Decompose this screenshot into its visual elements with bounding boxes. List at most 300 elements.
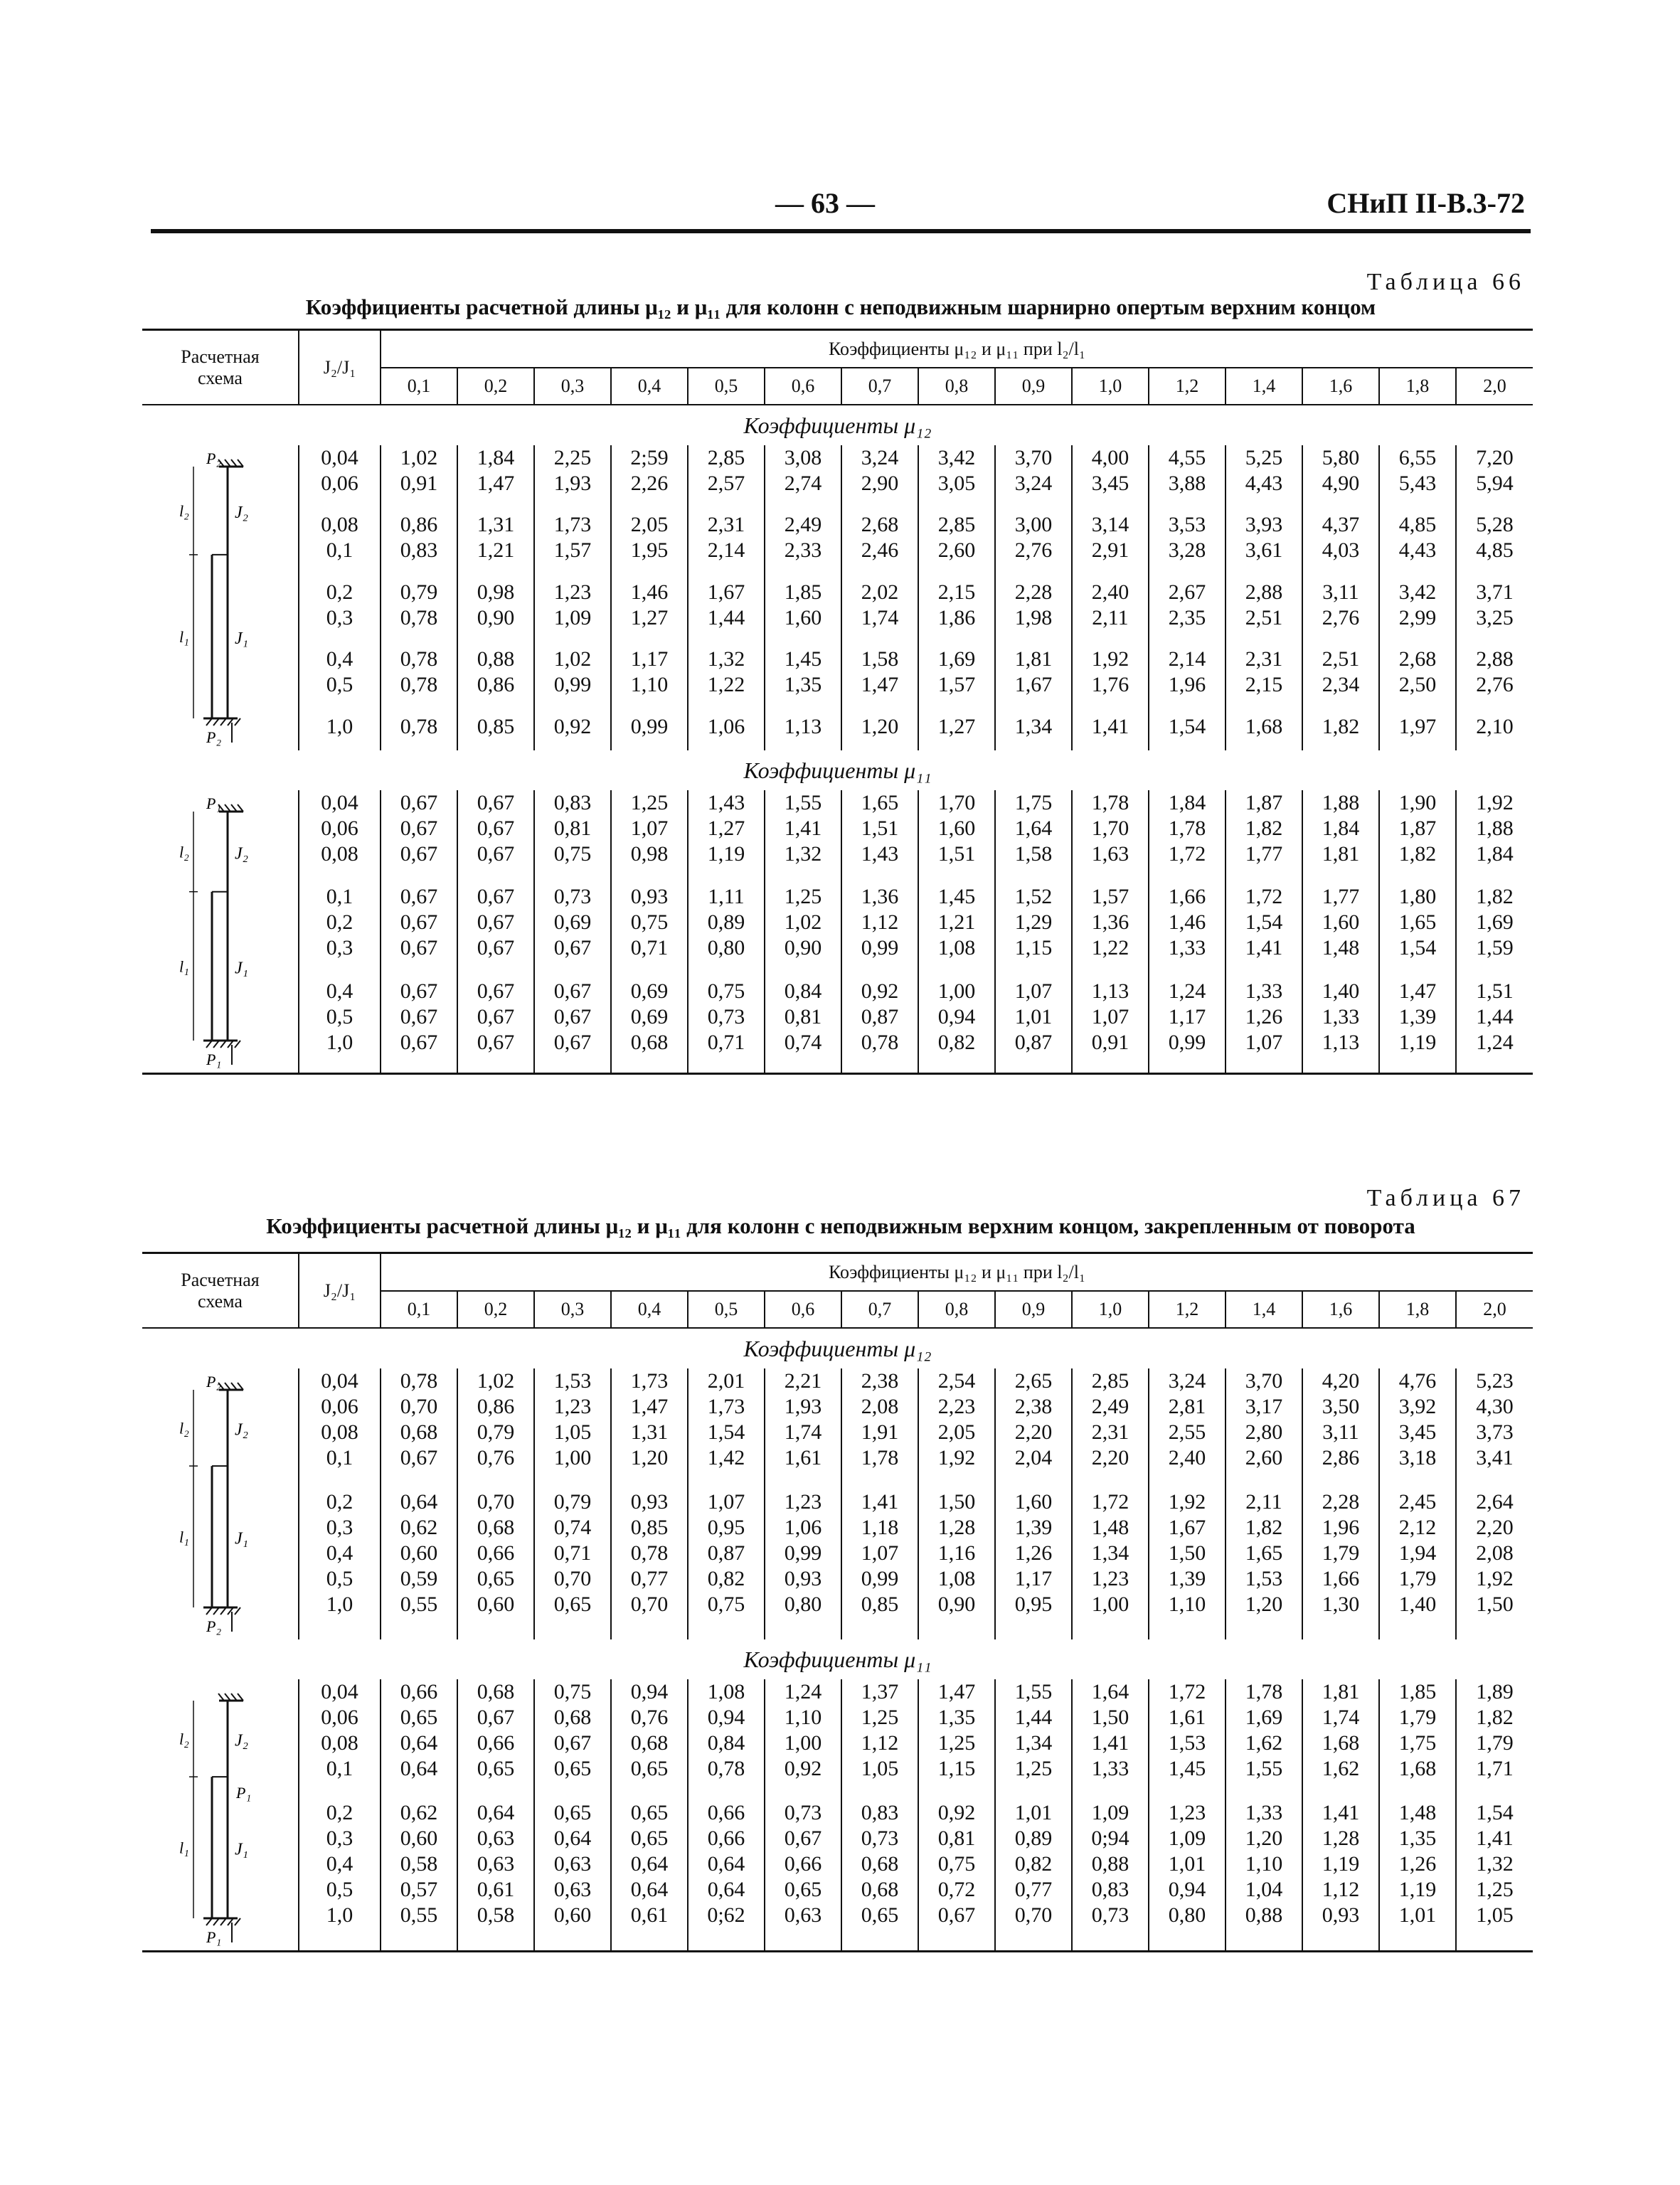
coefficient-cell	[1226, 1368, 1302, 1484]
cell-value: 0,73	[707, 1004, 745, 1028]
ratio-cell	[299, 1679, 381, 1795]
coefficient-cell	[765, 979, 841, 1067]
cell-value: 2,26	[630, 472, 669, 495]
coefficient-cell	[457, 714, 534, 745]
cell-value: 4,00	[1091, 446, 1129, 469]
cell-value: 1,84	[1476, 842, 1514, 866]
cell-value: 1,41	[1476, 1827, 1514, 1851]
cell-value: 1,50	[1168, 1541, 1206, 1565]
table-66-title: Коэффициенты расчетной длины μ₁₂ и μ₁₁ для колонн с неподвижным шарнирно опертым верхним концом	[305, 294, 1376, 319]
table-67-title: Коэффициенты расчетной длины μ₁₂ и μ₁₁ для колонн с неподвижным верхним концом, закрепленным от поворота	[266, 1213, 1415, 1238]
coefficient-cell	[611, 1368, 688, 1484]
l-ratio-header: 0,5	[688, 1291, 765, 1328]
coefficient-cell	[995, 1489, 1072, 1634]
cell-value: 3,70	[1245, 1369, 1283, 1393]
cell-value: 2,02	[861, 580, 899, 604]
cell-value: 1,02	[553, 647, 592, 671]
coefficient-cell	[457, 1368, 534, 1484]
coefficient-cell	[918, 1489, 995, 1634]
cell-value: 1,33	[1091, 1757, 1129, 1780]
coefficient-cell	[841, 884, 918, 972]
cell-value: 1,69	[1245, 1706, 1283, 1729]
ratio-cell	[299, 714, 381, 745]
ratio-cell	[299, 790, 381, 878]
cell-value: 0,67	[477, 885, 515, 909]
coefficient-cell	[841, 1800, 918, 1945]
cell-value: 1,01	[1014, 1801, 1053, 1825]
cell-value: 0,79	[553, 1490, 592, 1514]
cell-value: 3,25	[1476, 605, 1514, 629]
cell-value: 1,96	[1168, 673, 1206, 697]
cell-value: 1,35	[1398, 1827, 1437, 1851]
cell-value: 1,35	[784, 673, 822, 697]
cell-value: 1,45	[784, 647, 822, 671]
cell-value: 1,51	[937, 842, 976, 866]
cell-value: 1,0	[326, 714, 353, 738]
cell-value: 1,22	[707, 673, 745, 697]
cell-value: 3,41	[1476, 1446, 1514, 1469]
cell-value: 0,75	[707, 979, 745, 1003]
cell-value: 3,71	[1476, 580, 1514, 604]
cell-value: 0,63	[553, 1852, 592, 1876]
coefficient-cell	[918, 445, 995, 506]
cell-value: 0,60	[400, 1541, 438, 1565]
svg-text:P₁: P₁	[235, 1784, 251, 1802]
cell-value: 2,38	[1014, 1395, 1053, 1418]
cell-value: 0,81	[784, 1004, 822, 1028]
cell-value: 0,67	[400, 979, 438, 1003]
cell-value: 3,42	[937, 446, 976, 469]
cell-value: 1,68	[1322, 1731, 1360, 1755]
cell-value: 1,18	[861, 1516, 899, 1540]
cell-value: 1,57	[553, 538, 592, 563]
cell-value: 5,25	[1245, 446, 1283, 469]
cell-value: 0,98	[477, 580, 515, 604]
scheme-column-header: Расчетная схема	[142, 1254, 299, 1328]
cell-value: 1,53	[553, 1369, 592, 1393]
cell-value: 0,63	[477, 1827, 515, 1851]
cell-value: 0,66	[784, 1852, 822, 1876]
cell-value: 1,67	[1168, 1516, 1206, 1540]
table-row-group	[142, 1368, 1533, 1484]
coefficient-cell	[918, 580, 995, 641]
cell-value: 2,86	[1322, 1446, 1360, 1469]
cell-value: 0,67	[784, 1827, 822, 1851]
cell-value: 0,67	[477, 1706, 515, 1729]
cell-value: 1,79	[1398, 1706, 1437, 1729]
coefficient-cell	[995, 714, 1072, 745]
cell-value: 0,55	[400, 1903, 438, 1928]
coefficient-cell	[1149, 884, 1226, 972]
cell-value: 2,99	[1398, 605, 1437, 629]
cell-value: 2,28	[1014, 580, 1053, 604]
coefficient-cell	[381, 979, 457, 1067]
coefficient-cell	[611, 1679, 688, 1795]
cell-value: 1,65	[1245, 1541, 1283, 1565]
cell-value: 2,50	[1398, 673, 1437, 697]
cell-value: 1,43	[707, 791, 745, 814]
cell-value: 1,39	[1398, 1004, 1437, 1028]
scheme-cell	[142, 1368, 299, 1639]
cell-value: 0,67	[400, 791, 438, 814]
cell-value: 1,92	[1476, 791, 1514, 814]
coefficient-cell	[995, 979, 1072, 1067]
cell-value: 0,78	[400, 1369, 438, 1393]
cell-value: 2,14	[1168, 647, 1206, 671]
cell-value: 0,95	[1014, 1593, 1053, 1617]
cell-value: 0;94	[1091, 1827, 1129, 1851]
cell-value: 1,78	[1245, 1680, 1283, 1703]
coefficient-cell	[765, 512, 841, 573]
cell-value: 3,70	[1014, 446, 1053, 469]
cell-value: 2,74	[784, 472, 822, 495]
cell-value: 0,04	[321, 446, 358, 469]
cell-value: 1,34	[1014, 714, 1053, 738]
coefficient-cell	[765, 790, 841, 878]
cell-value: 2,40	[1168, 1446, 1206, 1469]
table-row-group	[142, 512, 1533, 573]
cell-value: 1,10	[784, 1706, 822, 1729]
cell-value: 1,34	[1091, 1541, 1129, 1565]
cell-value: 1,15	[937, 1757, 976, 1780]
coefficient-cell	[918, 884, 995, 972]
coefficient-cell	[1226, 714, 1302, 745]
cell-value: 0,3	[326, 605, 353, 629]
cell-value: 1,81	[1322, 842, 1360, 866]
coefficient-cell	[457, 1679, 534, 1795]
coefficient-cell	[918, 790, 995, 878]
cell-value: 1,19	[1322, 1852, 1360, 1876]
cell-value: 1,17	[1014, 1567, 1053, 1591]
cell-value: 0,3	[326, 1516, 353, 1540]
cell-value: 0,65	[630, 1827, 669, 1851]
cell-value: 1,92	[937, 1446, 976, 1469]
cell-value: 1,29	[1014, 910, 1053, 935]
cell-value: 0,85	[630, 1516, 669, 1540]
coefficient-cell	[1456, 1489, 1533, 1634]
l-ratio-header: 1,2	[1149, 368, 1226, 405]
cell-value: 0,68	[477, 1516, 515, 1540]
cell-value: 1,94	[1398, 1541, 1437, 1565]
coefficient-cell	[1456, 1800, 1533, 1945]
l-ratio-header: 1,0	[1072, 1291, 1149, 1328]
cell-value: 1,58	[861, 647, 899, 671]
cell-value: 0,60	[553, 1903, 592, 1928]
cell-value: 0,82	[937, 1030, 976, 1054]
cell-value: 1,92	[1091, 647, 1129, 671]
cell-value: 0,62	[400, 1801, 438, 1825]
cell-value: 1,09	[1091, 1801, 1129, 1825]
cell-value: 1,76	[1091, 673, 1129, 697]
coefficient-cell	[995, 580, 1072, 641]
cell-value: 2,25	[553, 446, 592, 469]
cell-value: 0,58	[400, 1852, 438, 1876]
table-row-group	[142, 1679, 1533, 1795]
cell-value: 2,35	[1168, 605, 1206, 629]
cell-value: 1,84	[477, 446, 515, 469]
cell-value: 0,74	[553, 1516, 592, 1540]
cell-value: 5,80	[1322, 446, 1360, 469]
coefficient-cell	[1302, 647, 1379, 708]
cell-value: 0,87	[1014, 1030, 1053, 1054]
cell-value: 0,94	[1168, 1878, 1206, 1902]
cell-value: 7,20	[1476, 446, 1514, 469]
cell-value: 1,90	[1398, 791, 1437, 814]
cell-value: 0,67	[477, 936, 515, 960]
cell-value: 0,94	[707, 1706, 745, 1729]
coefficient-cell	[1302, 979, 1379, 1067]
coefficient-cell	[457, 884, 534, 972]
cell-value: 1,62	[1322, 1757, 1360, 1780]
cell-value: 1,44	[1476, 1004, 1514, 1028]
cell-value: 0,06	[321, 817, 358, 840]
cell-value: 0,1	[326, 885, 353, 909]
cell-value: 4,03	[1322, 538, 1360, 563]
cell-value: 1,79	[1322, 1541, 1360, 1565]
header-rule	[151, 229, 1531, 233]
ratio-cell	[299, 512, 381, 573]
cell-value: 5,43	[1398, 472, 1437, 495]
cell-value: 0,68	[477, 1680, 515, 1703]
coefficient-cell	[1226, 979, 1302, 1067]
coefficient-cell	[1379, 790, 1456, 878]
cell-value: 0,92	[784, 1757, 822, 1780]
coefficient-cell	[1072, 1800, 1149, 1945]
cell-value: 0,66	[707, 1801, 745, 1825]
table-row-group	[142, 1800, 1533, 1945]
cell-value: 0,68	[553, 1706, 592, 1729]
cell-value: 0,90	[477, 605, 515, 629]
coefficient-cell	[611, 979, 688, 1067]
cell-value: 2,64	[1476, 1490, 1514, 1514]
cell-value: 2,67	[1168, 580, 1206, 604]
cell-value: 1,34	[1014, 1731, 1053, 1755]
cell-value: 0,08	[321, 1731, 358, 1755]
coefficient-cell	[381, 1368, 457, 1484]
cell-value: 1,48	[1398, 1801, 1437, 1825]
svg-text:J₁: J₁	[234, 959, 248, 978]
cell-value: 0,84	[784, 979, 822, 1003]
cell-value: 2,11	[1092, 605, 1129, 629]
coefficient-cell	[918, 1800, 995, 1945]
cell-value: 0,61	[477, 1878, 515, 1902]
cell-value: 2,33	[784, 538, 822, 563]
coefficient-cell	[1379, 1368, 1456, 1484]
coefficient-cell	[381, 512, 457, 573]
table-row-group	[142, 580, 1533, 641]
cell-value: 1,74	[861, 605, 899, 629]
coefficient-cell	[534, 1679, 611, 1795]
cell-value: 1,26	[1398, 1852, 1437, 1876]
cell-value: 2,85	[937, 513, 976, 537]
cell-value: 0,08	[321, 1420, 358, 1444]
cell-value: 0,65	[400, 1706, 438, 1729]
cell-value: 0,66	[707, 1827, 745, 1851]
cell-value: 0,2	[326, 1490, 353, 1514]
coefficient-cell	[995, 1368, 1072, 1484]
coefficient-cell	[995, 1800, 1072, 1945]
svg-text:P₂: P₂	[206, 450, 221, 467]
coefficient-cell	[841, 714, 918, 745]
cell-value: 0,4	[326, 1852, 353, 1876]
cell-value: 1,44	[1014, 1706, 1053, 1729]
document-code: СНиП II-В.3-72	[1327, 187, 1525, 219]
cell-value: 0,65	[784, 1878, 822, 1902]
l-ratio-header: 0,9	[995, 368, 1072, 405]
svg-text:P₂: P₂	[206, 1617, 221, 1635]
cell-value: 0,89	[1014, 1827, 1053, 1851]
cell-value: 0,67	[400, 842, 438, 866]
cell-value: 2,90	[861, 472, 899, 495]
l-ratio-header: 0,4	[611, 368, 688, 405]
coefficient-cell	[1226, 1800, 1302, 1945]
cell-value: 4,43	[1398, 538, 1437, 563]
cell-value: 0,68	[861, 1852, 899, 1876]
l-ratio-header: 0,7	[841, 1291, 918, 1328]
cell-value: 1,20	[1245, 1593, 1283, 1617]
cell-value: 0,85	[861, 1593, 899, 1617]
coefficient-cell	[534, 979, 611, 1067]
l-ratio-header: 1,2	[1149, 1291, 1226, 1328]
cell-value: 1,11	[708, 885, 745, 909]
svg-text:l₂: l₂	[179, 1730, 189, 1748]
cell-value: 1,47	[937, 1680, 976, 1703]
cell-value: 1,72	[1091, 1490, 1129, 1514]
coefficient-cell	[1072, 512, 1149, 573]
coefficient-cell	[457, 580, 534, 641]
ratio-cell	[299, 445, 381, 506]
cell-value: 1,65	[861, 791, 899, 814]
cell-value: 2,49	[784, 513, 822, 537]
cell-value: 0,64	[707, 1852, 745, 1876]
cell-value: 3,45	[1091, 472, 1129, 495]
cell-value: 0,59	[400, 1567, 438, 1591]
cell-value: 1,55	[1014, 1680, 1053, 1703]
svg-text:l₂: l₂	[179, 1419, 189, 1437]
coefficient-cell	[1456, 790, 1533, 878]
cell-value: 0,89	[707, 910, 745, 935]
cell-value: 1,27	[707, 817, 745, 840]
cell-value: 1,55	[1245, 1757, 1283, 1780]
cell-value: 1,05	[553, 1420, 592, 1444]
cell-value: 0,99	[861, 936, 899, 960]
coefficient-cell	[688, 884, 765, 972]
cell-value: 1,54	[1476, 1801, 1514, 1825]
cell-value: 5,23	[1476, 1369, 1514, 1393]
cell-value: 0,2	[326, 910, 353, 935]
cell-value: 1,10	[1168, 1593, 1206, 1617]
cell-value: 1,47	[1398, 979, 1437, 1003]
cell-value: 0,99	[861, 1567, 899, 1591]
cell-value: 0,65	[630, 1757, 669, 1780]
l-ratio-header: 0,4	[611, 1291, 688, 1328]
coefficient-cell	[1302, 512, 1379, 573]
l-ratio-header: 0,2	[457, 1291, 534, 1328]
svg-text:J₂: J₂	[234, 1420, 248, 1440]
cell-value: 0,67	[477, 979, 515, 1003]
cell-value: 1,51	[861, 817, 899, 840]
cell-value: 0;62	[707, 1903, 745, 1928]
cell-value: 1,72	[1168, 842, 1206, 866]
cell-value: 1,71	[1476, 1757, 1514, 1780]
cell-value: 1,13	[784, 714, 822, 738]
l-ratio-header: 0,7	[841, 368, 918, 405]
cell-value: 1,20	[861, 714, 899, 738]
coefficient-cell	[534, 714, 611, 745]
cell-value: 1,75	[1014, 791, 1053, 814]
cell-value: 0,5	[326, 1878, 353, 1902]
coefficient-cell	[688, 790, 765, 878]
page-number: — 63 —	[775, 187, 875, 219]
coefficient-cell	[765, 884, 841, 972]
cell-value: 0,78	[861, 1030, 899, 1054]
cell-value: 2,38	[861, 1369, 899, 1393]
cell-value: 1,31	[630, 1420, 669, 1444]
cell-value: 0,67	[400, 885, 438, 909]
l-ratio-header: 2,0	[1456, 1291, 1533, 1328]
cell-value: 1,41	[861, 1490, 899, 1514]
cell-value: 0,83	[553, 791, 592, 814]
cell-value: 1,88	[1476, 817, 1514, 840]
coefficient-cell	[611, 512, 688, 573]
cell-value: 0,04	[321, 1680, 358, 1703]
cell-value: 1,27	[937, 714, 976, 738]
cell-value: 2,15	[1245, 673, 1283, 697]
coefficient-cell	[1379, 512, 1456, 573]
cell-value: 1,13	[1091, 979, 1129, 1003]
cell-value: 1,75	[1398, 1731, 1437, 1755]
cell-value: 0,67	[400, 1446, 438, 1469]
cell-value: 1,73	[553, 513, 592, 537]
coefficient-cell	[1302, 790, 1379, 878]
cell-value: 0,70	[477, 1490, 515, 1514]
cell-value: 1,24	[1168, 979, 1206, 1003]
table-row-group	[142, 1489, 1533, 1634]
cell-value: 0,90	[784, 936, 822, 960]
cell-value: 0,87	[861, 1004, 899, 1028]
cell-value: 1,66	[1168, 885, 1206, 909]
coefficient-cell	[1149, 647, 1226, 708]
coefficient-cell	[765, 1679, 841, 1795]
cell-value: 2,20	[1014, 1420, 1053, 1444]
table-row-group	[142, 790, 1533, 878]
cell-value: 1,40	[1398, 1593, 1437, 1617]
coefficient-cell	[1226, 790, 1302, 878]
cell-value: 1,05	[1476, 1903, 1514, 1928]
cell-value: 0,3	[326, 936, 353, 960]
cell-value: 1,98	[1014, 605, 1053, 629]
cell-value: 0,75	[553, 1680, 592, 1703]
coefficient-cell	[688, 979, 765, 1067]
cell-value: 0,99	[553, 673, 592, 697]
cell-value: 0,92	[937, 1801, 976, 1825]
cell-value: 0,78	[400, 605, 438, 629]
cell-value: 1,72	[1245, 885, 1283, 909]
cell-value: 0,5	[326, 673, 353, 697]
cell-value: 1,09	[1168, 1827, 1206, 1851]
cell-value: 0,63	[784, 1903, 822, 1928]
cell-value: 1,12	[1322, 1878, 1360, 1902]
cell-value: 2,05	[630, 513, 669, 537]
cell-value: 0,87	[707, 1541, 745, 1565]
coefficients-span-header: Коэффициенты μ₁₂ и μ₁₁ при l₂/l₁	[381, 331, 1533, 368]
cell-value: 4,85	[1476, 538, 1514, 563]
cell-value: 1,21	[477, 538, 515, 563]
coefficient-cell	[1226, 512, 1302, 573]
coefficient-cell	[457, 1489, 534, 1634]
cell-value: 1,19	[1398, 1878, 1437, 1902]
cell-value: 0,67	[477, 910, 515, 935]
